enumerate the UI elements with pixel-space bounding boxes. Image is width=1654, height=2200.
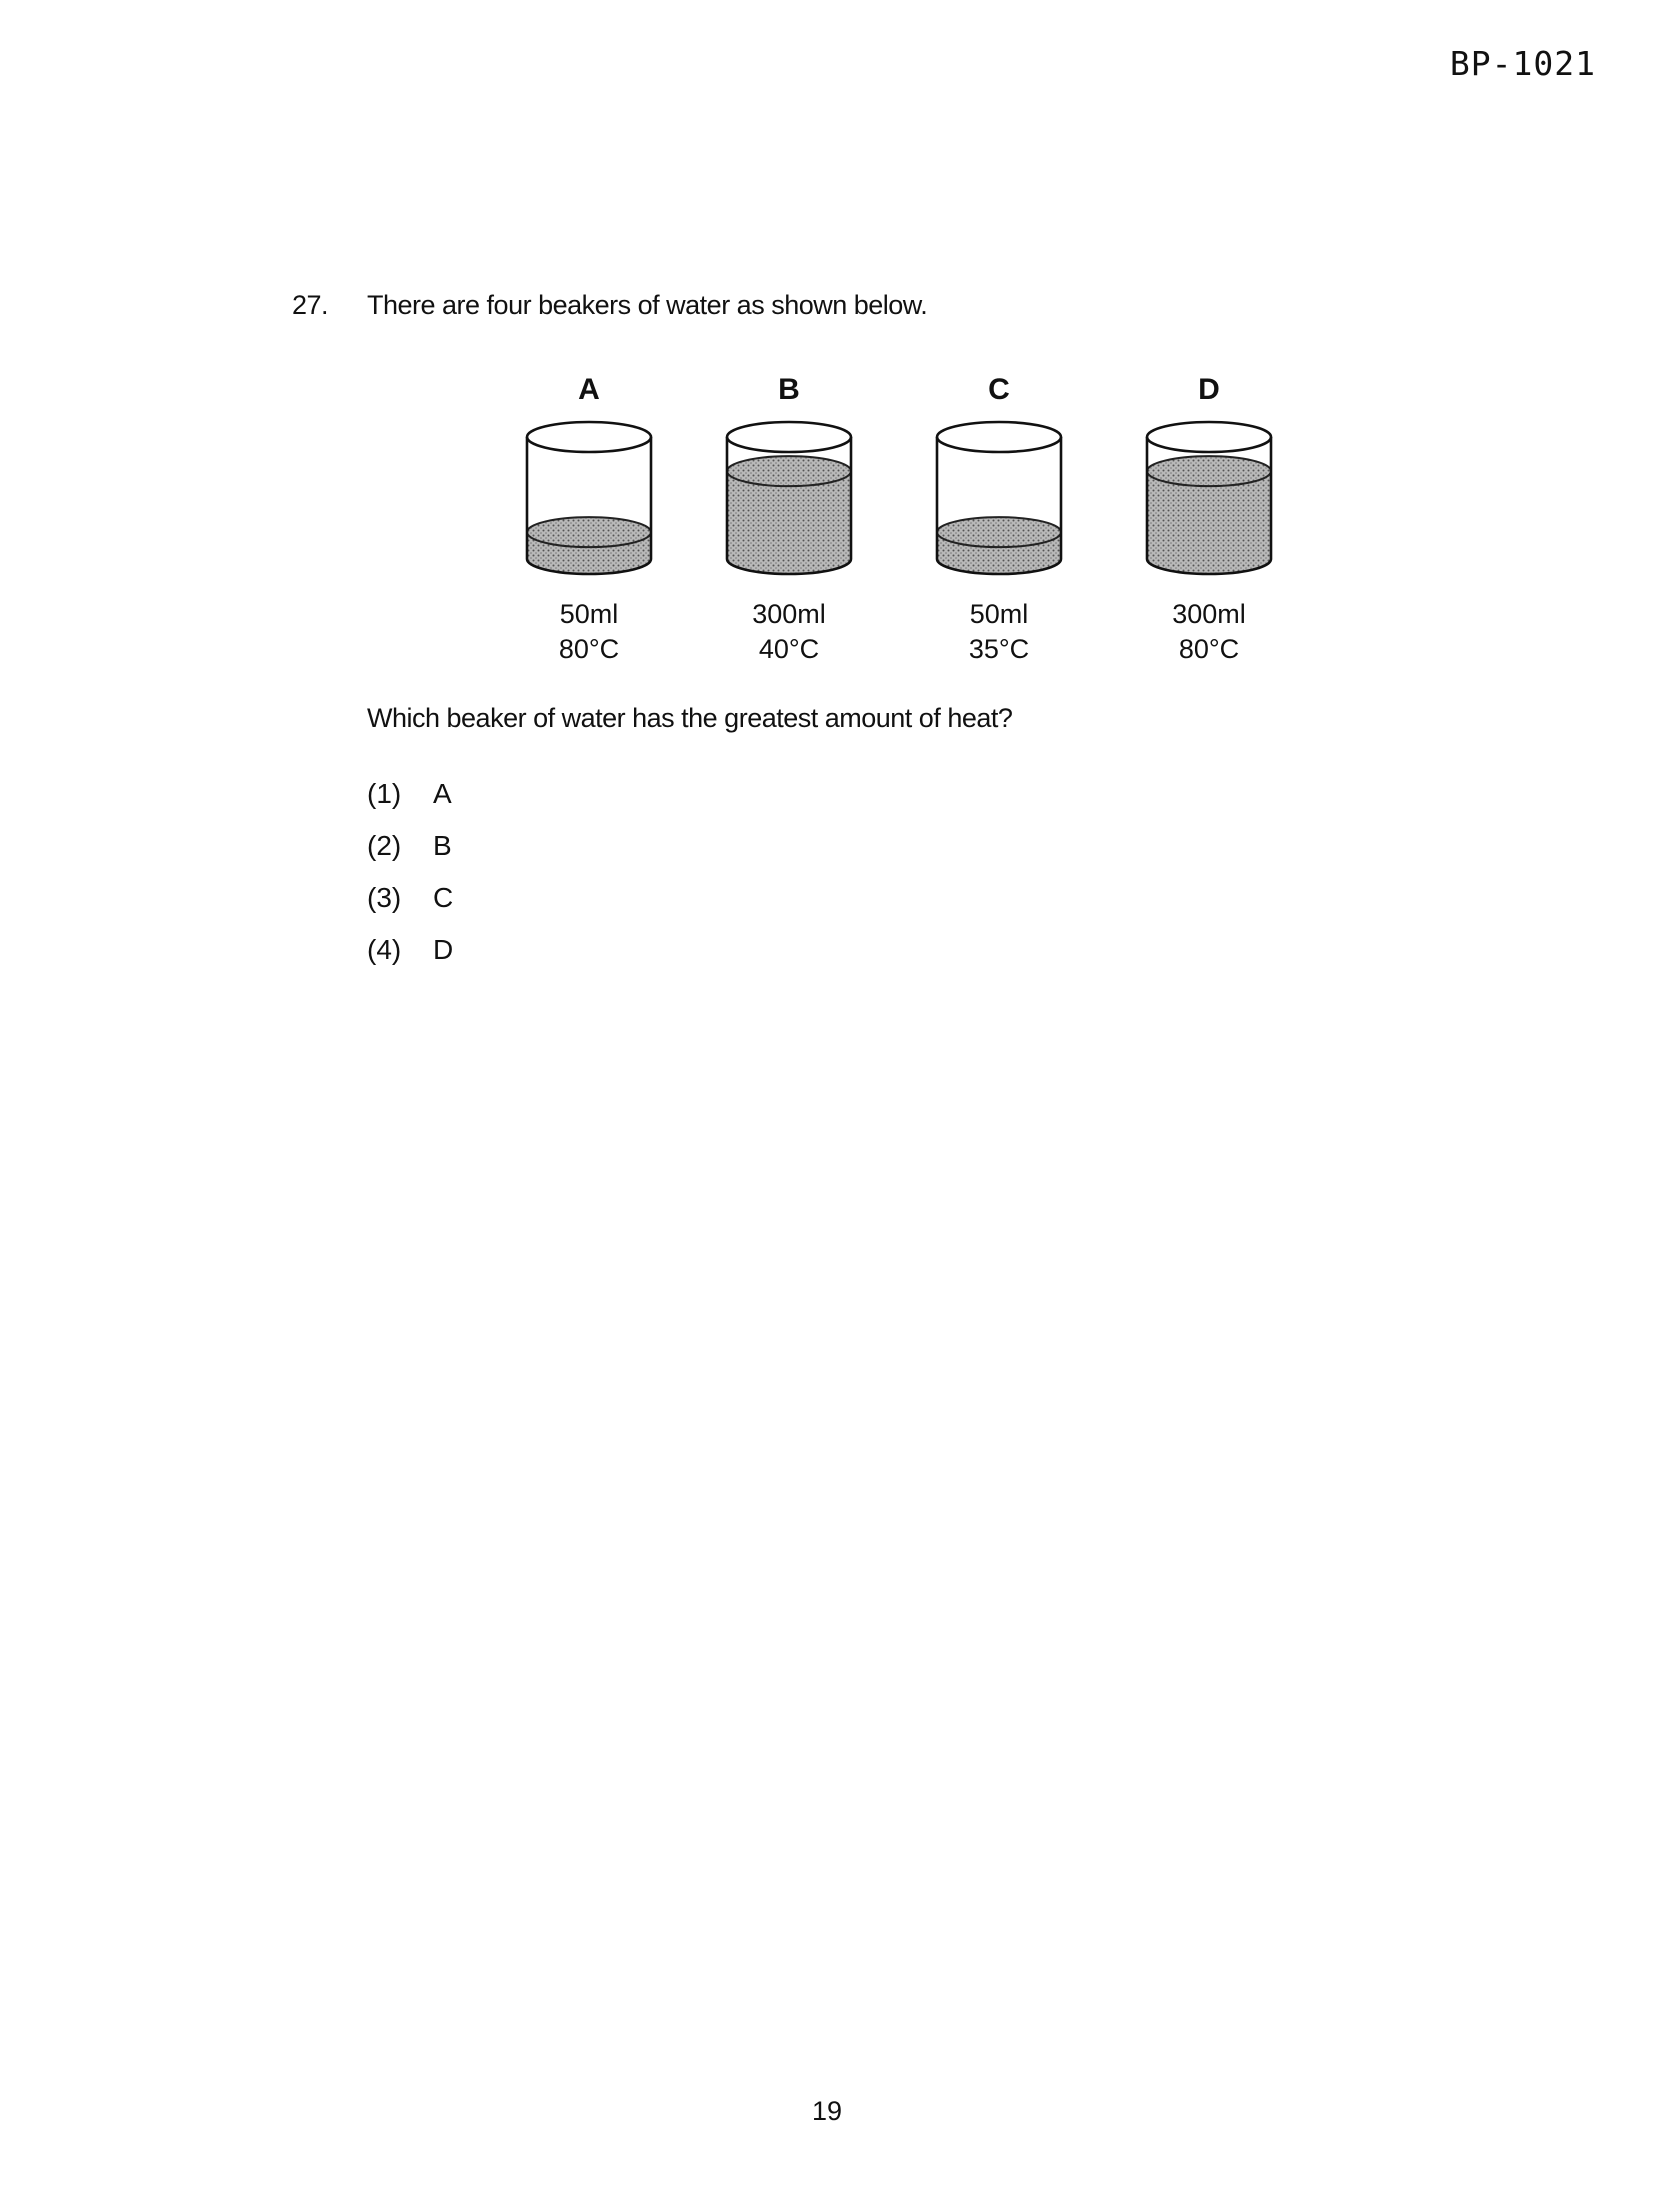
- option-text: B: [433, 830, 452, 861]
- answer-options: [367, 768, 1492, 976]
- beaker-a: [514, 371, 664, 667]
- beaker-d-drawing: [1142, 419, 1276, 579]
- answer-option-4[interactable]: [367, 924, 1492, 976]
- beaker-temperature: 80°C: [1178, 634, 1240, 664]
- beaker-letter: D: [1198, 373, 1220, 406]
- beaker-temperature: 80°C: [558, 634, 620, 664]
- beaker-rim: [527, 422, 651, 452]
- beaker-a-drawing: [522, 419, 656, 579]
- page-number: 19: [811, 2096, 843, 2126]
- beaker-volume: 50ml: [559, 599, 619, 629]
- beaker-volume: 50ml: [969, 599, 1029, 629]
- option-label: (2): [367, 830, 402, 861]
- option-label: (3): [367, 882, 402, 913]
- beaker-temperature: 40°C: [758, 634, 820, 664]
- water-surface: [527, 517, 651, 547]
- doc-code: BP-1021: [1449, 44, 1596, 83]
- water-surface: [1147, 456, 1271, 486]
- beaker-rim: [1147, 422, 1271, 452]
- beaker-b-drawing: [722, 419, 856, 579]
- beaker-c-drawing: [932, 419, 1066, 579]
- question-number: 27.: [292, 290, 329, 320]
- beaker-rim: [727, 422, 851, 452]
- beaker-d: [1134, 371, 1284, 667]
- water-surface: [937, 517, 1061, 547]
- beaker-letter: C: [988, 373, 1010, 406]
- option-text: C: [433, 882, 454, 913]
- beaker-volume: 300ml: [752, 599, 826, 629]
- option-label: (4): [367, 934, 402, 965]
- beaker-c: [924, 371, 1074, 667]
- beaker-volume: 300ml: [1172, 599, 1246, 629]
- question-stem-line: [292, 290, 1492, 321]
- answer-option-2[interactable]: [367, 820, 1492, 872]
- answer-option-1[interactable]: [367, 768, 1492, 820]
- beaker-figure: [514, 371, 1334, 681]
- option-text: A: [433, 778, 452, 809]
- beaker-b: [714, 371, 864, 667]
- beaker-letter: B: [778, 373, 800, 406]
- beaker-rim: [937, 422, 1061, 452]
- question-stem: There are four beakers of water as shown below.: [367, 290, 928, 320]
- question-prompt: Which beaker of water has the greatest amount of heat?: [367, 703, 1013, 733]
- beaker-temperature: 35°C: [968, 634, 1030, 664]
- water-surface: [727, 456, 851, 486]
- option-label: (1): [367, 778, 402, 809]
- question-27: [292, 290, 1492, 992]
- option-text: D: [433, 934, 454, 965]
- beaker-letter: A: [578, 373, 600, 406]
- answer-option-3[interactable]: [367, 872, 1492, 924]
